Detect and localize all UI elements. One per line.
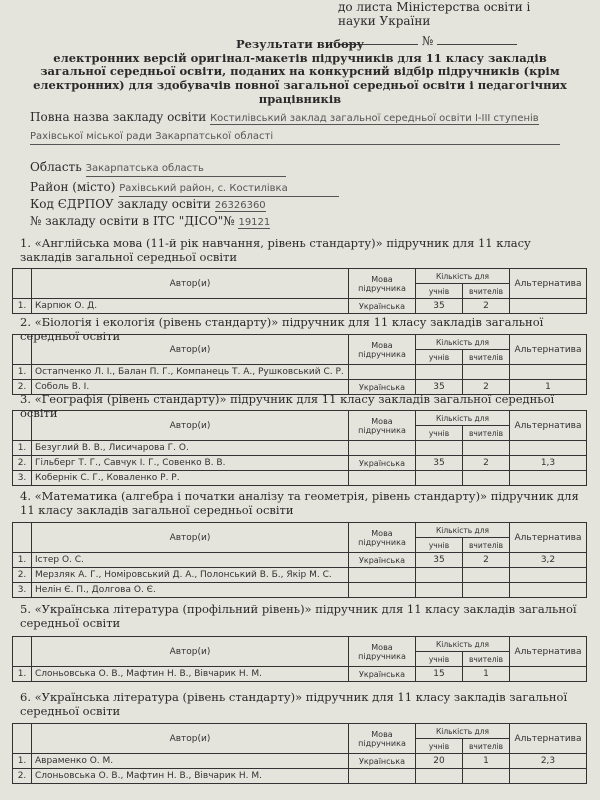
doc-title-5: працівників: [258, 92, 342, 106]
ministry-line-2: науки України: [338, 14, 431, 28]
table-row: 1. Остапченко Л. І., Балан П. Г., Компанець Т. А., Рушковський С. Р.: [13, 365, 587, 380]
table-row: 2. Мерзляк А. Г., Номіровський Д. А., Полонський В. Б., Якір М. С.: [13, 568, 587, 583]
doc-title-3: загальної середньої освіти, поданих на конкурсний відбір підручників (крім: [40, 64, 560, 78]
table-row: 1. Істер О. С. Українська 35 2 3,2: [13, 553, 587, 568]
table-row: 1. Карпюк О. Д. Українська 35 2: [13, 299, 587, 314]
school-name-field: [30, 110, 539, 126]
table-row: 2. Слоньовська О. В., Мафтин Н. В., Вівчарик Н. М.: [13, 769, 587, 784]
region-value: Закарпатська область: [86, 162, 286, 177]
author-header: Автор(и): [32, 269, 349, 299]
edrpou-value: 26326360: [214, 200, 266, 211]
ministry-line-1: до листа Міністерства освіти і: [338, 0, 531, 14]
school-name-label: Повна назва закладу освіти: [30, 110, 207, 124]
students-header: учнів: [416, 284, 463, 299]
district-field: [30, 180, 339, 197]
school-name-field-2: [30, 128, 560, 145]
section-6-title: 6. «Українська література (рівень стандарту)» підручник для 11 класу закладів загальної середньої освіти: [20, 690, 568, 718]
district-label: Район (місто): [30, 180, 116, 194]
table-row: 1. Слоньовська О. В., Мафтин Н. В., Вівчарик Н. М. Українська 15 1: [13, 667, 587, 682]
table-section-1: [12, 268, 587, 314]
table-section-2: Автор(и) Мова підручника Кількість для Альтернатива учнів вчителів 1. Остапченко Л. І., Балан П. Г., Компанець Т. А., Рушковський С. Р. 2. Соболь В. І. Українська 35 2 1: [12, 334, 587, 395]
edrpou-label: Код ЄДРПОУ закладу освіти: [30, 197, 211, 211]
number-label: №: [421, 34, 434, 48]
region-field: [30, 160, 286, 177]
table-row: 2. Соболь В. І. Українська 35 2 1: [13, 380, 587, 395]
count-header: Кількість для: [416, 269, 510, 284]
disco-label: № закладу освіти в ІТС "ДІСО"№: [30, 214, 235, 228]
table-row: 1. Безуглий В. В., Лисичарова Г. О.: [13, 441, 587, 456]
school-name-value-2: Рахівської міської ради Закарпатської області: [30, 130, 560, 145]
table-row: 3. Нелін Є. П., Долгова О. Є.: [13, 583, 587, 598]
section-4-title: 4. «Математика (алгебра і початки аналізу та геометрія, рівень стандарту)» підручник для 11 класу закладів загальної середньої освіти: [20, 489, 579, 517]
doc-title-1: Результати вибору: [235, 37, 365, 51]
table-section-6: Автор(и) Мова підручника Кількість для Альтернатива учнів вчителів 1. Авраменко О. М. Українська 20 1 2,3 2. Слоньовська О. В., Мафтин Н. В., Вівчарик Н. М.: [12, 723, 587, 784]
table-section-5: Автор(и) Мова підручника Кількість для Альтернатива учнів вчителів 1. Слоньовська О. В., Мафтин Н. В., Вівчарик Н. М. Українська 15 1: [12, 636, 587, 682]
section-2-title: 2. «Біологія і екологія (рівень стандарту)» підручник для 11 класу закладів загальної середньої освіти: [20, 315, 544, 343]
section-1-title: 1. «Англійська мова (11-й рік навчання, рівень стандарту)» підручник для 11 класу закладів загальної середньої освіти: [20, 236, 531, 264]
disco-value: 19121: [238, 217, 271, 228]
table-row: 1. Авраменко О. М. Українська 20 1 2,3: [13, 754, 587, 769]
language-header: Мова підручника: [349, 269, 416, 299]
ministry-header: [338, 0, 531, 48]
teachers-header: вчителів: [463, 284, 510, 299]
table-section-4: Автор(и) Мова підручника Кількість для Альтернатива учнів вчителів 1. Істер О. С. Українська 35 2 3,2 2. Мерзляк А. Г., Номіровський Д. А., Полонський В. Б., Якір М. С. 3. Нелін Є. П., Долгова О. Є.: [12, 522, 587, 598]
table-row: 3. Кобернік С. Г., Коваленко Р. Р.: [13, 471, 587, 486]
disco-field: [30, 214, 270, 230]
school-name-value: Костилівський заклад загальної середньої освіти І-ІІІ ступенів: [210, 113, 539, 124]
region-label: Область: [30, 160, 82, 174]
doc-title-4: електронних) для здобувачів повної загальної середньої освіти і педагогічних: [33, 78, 567, 92]
table-section-3: Автор(и) Мова підручника Кількість для Альтернатива учнів вчителів 1. Безуглий В. В., Лисичарова Г. О. 2. Гільберг Т. Г., Савчук І. Г., Совенко В. В. Українська 35 2 1,3 3. Кобернік С. Г., Коваленко Р. Р.: [12, 410, 587, 486]
edrpou-field: [30, 197, 266, 213]
district-value: Рахівський район, с. Костилівка: [119, 182, 339, 197]
table-row: 2. Гільберг Т. Г., Савчук І. Г., Совенко В. В. Українська 35 2 1,3: [13, 456, 587, 471]
section-3-title: 3. «Географія (рівень стандарту)» підручник для 11 класу закладів загальної середньої освіти: [20, 392, 555, 420]
doc-title-2: електронних версій оригінал-макетів підручників для 11 класу закладів: [53, 51, 547, 65]
section-5-title: 5. «Українська література (профільний рівень)» підручник для 11 класу закладів загальної середньої освіти: [20, 602, 577, 630]
alternative-header: Альтернатива: [510, 269, 587, 299]
